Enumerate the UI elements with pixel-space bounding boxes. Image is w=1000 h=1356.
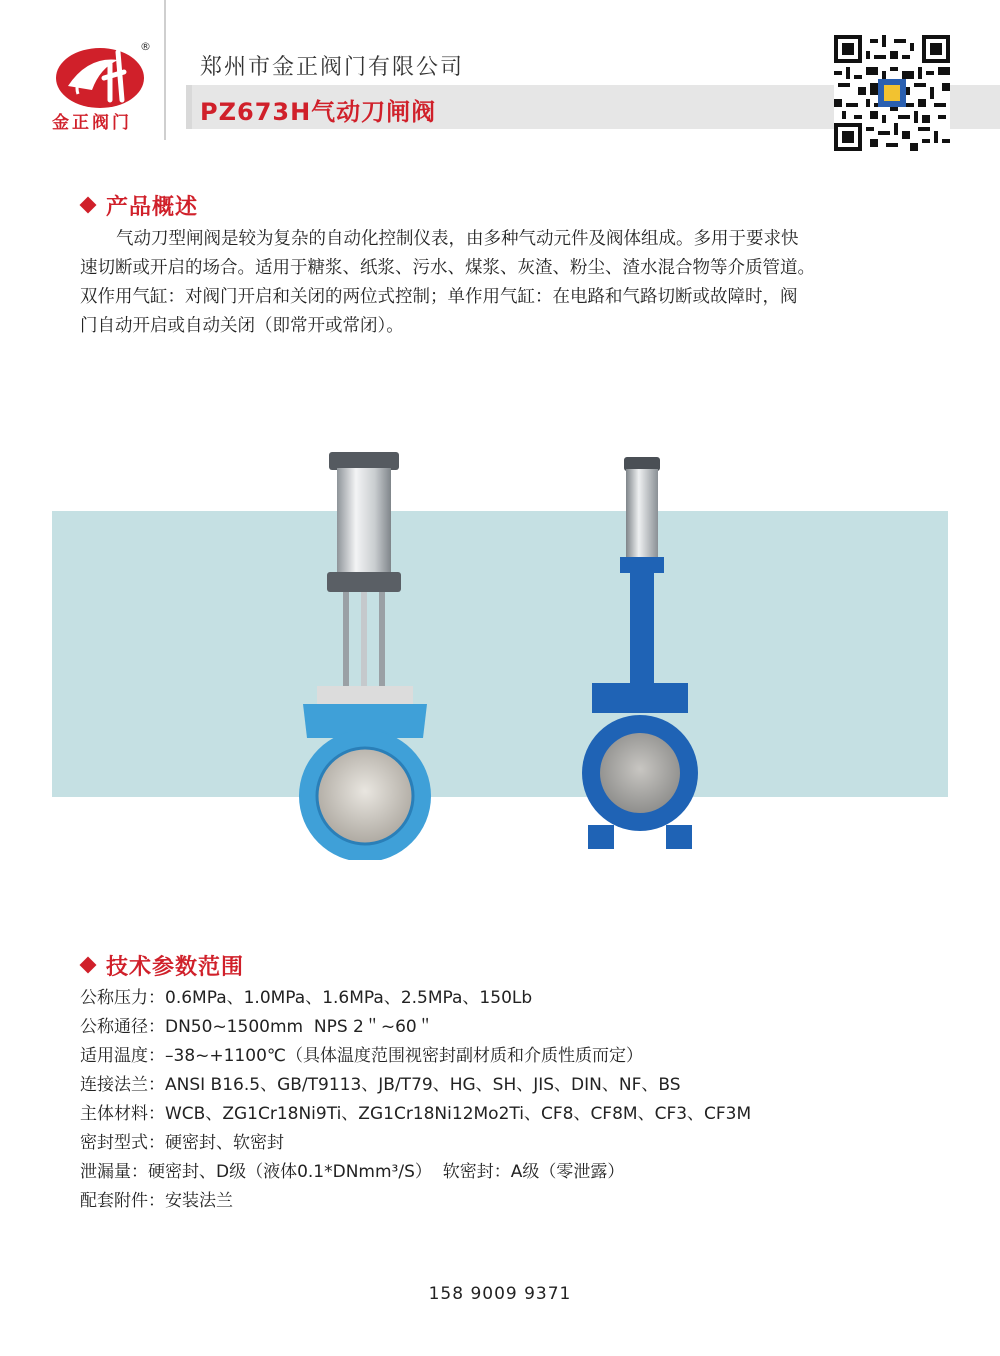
- diamond-bullet-icon: [80, 957, 97, 974]
- phone-number: 158 9009 9371: [428, 1284, 572, 1304]
- spec-row-leakage: 泄漏量：硬密封、D级（液体0.1*DNmm³/S） 软密封：A级（零泄露）: [80, 1162, 625, 1182]
- spec-row-flange: 连接法兰：ANSI B16.5、GB/T9113、JB/T79、HG、SH、JIS、DIN、NF、BS: [80, 1075, 681, 1095]
- overview-line: 双作用气缸：对阀门开启和关闭的两位式控制；单作用气缸：在电路和气路切断或故障时，阀: [80, 287, 798, 307]
- overview-line: 速切断或开启的场合。适用于糖浆、纸浆、污水、煤浆、灰渣、粉尘、渣水混合物等介质管道。: [80, 258, 815, 278]
- spec-row-nominal-size: 公称通径：DN50~1500mm NPS 2＂~60＂: [80, 1017, 434, 1037]
- company-name: 郑州市金正阀门有限公司: [200, 55, 465, 80]
- spec-row-accessories: 配套附件：安装法兰: [80, 1191, 233, 1211]
- overview-line: 门自动开启或自动关闭（即常开或常闭）。: [80, 316, 404, 336]
- spec-row-temperature: 适用温度：–38~+1100℃（具体温度范围视密封副材质和介质性质而定）: [80, 1046, 643, 1066]
- single-acting-valve-image: [580, 455, 700, 855]
- overview-line: 气动刀型闸阀是较为复杂的自动化控制仪表，由多种气动元件及阀体组成。多用于要求快: [116, 229, 799, 249]
- specs-list: [80, 984, 751, 1216]
- qr-code: [834, 35, 950, 151]
- specs-heading: 技术参数范围: [82, 950, 244, 981]
- product-title: PZ673H气动刀闸阀: [200, 98, 437, 126]
- spec-row-material: 主体材料：WCB、ZG1Cr18Ni9Ti、ZG1Cr18Ni12Mo2Ti、CF8、CF8M、CF3、CF3M: [80, 1104, 752, 1124]
- logo-registered-mark: ®: [140, 40, 151, 53]
- diamond-bullet-icon: [80, 197, 97, 214]
- spec-row-seal-type: 密封型式：硬密封、软密封: [80, 1133, 284, 1153]
- logo-brand-text: 金正阀门: [52, 113, 132, 133]
- double-acting-valve-image: [295, 448, 435, 860]
- image-background-band: [52, 511, 948, 797]
- spec-row-pressure: 公称压力：0.6MPa、1.0MPa、1.6MPa、2.5MPa、150Lb: [80, 988, 533, 1008]
- overview-heading: 产品概述: [82, 190, 198, 221]
- overview-paragraph: [80, 225, 930, 341]
- header-divider: [164, 0, 166, 140]
